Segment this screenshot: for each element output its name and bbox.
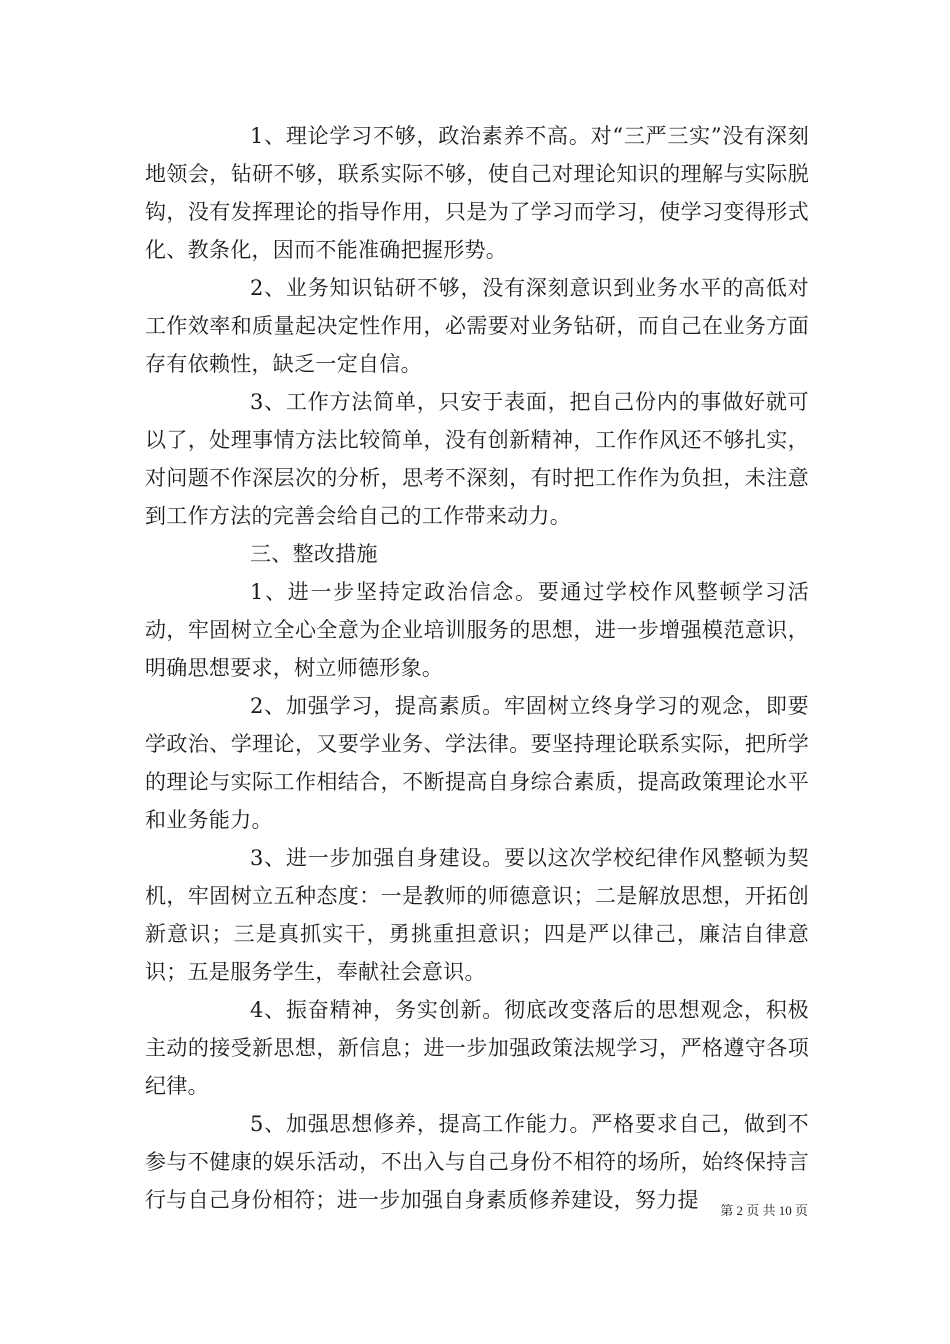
paragraph-weakness-method: 3、工作方法简单，只安于表面，把自己份内的事做好就可以了，处理事情方法比较简单，没有创新精神，工作作风还不够扎实，对问题不作深层次的分析，思考不深刻，有时把工作作为负担，未注意到工作方法的完善会给自己的工作带来动力。 bbox=[145, 390, 809, 528]
paragraph-measure-cultivation: 5、加强思想修养，提高工作能力。严格要求自己，做到不参与不健康的娱乐活动，不出入与自己身份不相符的场所，始终保持言行与自己身份相符；进一步加强自身素质修养建设，努力提 bbox=[145, 1112, 809, 1212]
paragraph-measure-belief: 1、进一步坚持定政治信念。要通过学校作风整顿学习活动，牢固树立全心全意为企业培训服务的思想，进一步增强模范意识，明确思想要求，树立师德形象。 bbox=[145, 580, 809, 680]
paragraph-measure-construction: 3、进一步加强自身建设。要以这次学校纪律作风整顿为契机，牢固树立五种态度：一是教师的师德意识；二是解放思想，开拓创新意识；三是真抓实干，勇挑重担意识；四是严以律己，廉洁自律意识；五是服务学生，奉献社会意识。 bbox=[145, 846, 809, 984]
paragraph-measure-spirit: 4、振奋精神，务实创新。彻底改变落后的思想观念，积极主动的接受新思想，新信息；进一步加强政策法规学习，严格遵守各项纪律。 bbox=[145, 998, 809, 1098]
paragraph-measure-study: 2、加强学习，提高素质。牢固树立终身学习的观念，即要学政治、学理论，又要学业务、学法律。要坚持理论联系实际，把所学的理论与实际工作相结合，不断提高自身综合素质，提高政策理论水平和业务能力。 bbox=[145, 694, 809, 832]
paragraph-weakness-business: 2、业务知识钻研不够，没有深刻意识到业务水平的高低对工作效率和质量起决定性作用，必需要对业务钻研，而自己在业务方面存有依赖性，缺乏一定自信。 bbox=[145, 276, 809, 376]
paragraph-weakness-theory: 1、理论学习不够，政治素养不高。对“三严三实”没有深刻地领会，钻研不够，联系实际不够，使自己对理论知识的理解与实际脱钩，没有发挥理论的指导作用，只是为了学习而学习，使学习变得形式化、教条化，因而不能准确把握形势。 bbox=[145, 124, 809, 262]
section-heading-rectification: 三、整改措施 bbox=[250, 542, 378, 566]
page-number: 第 2 页 共 10 页 bbox=[720, 1203, 808, 1218]
document-body bbox=[145, 117, 809, 1219]
